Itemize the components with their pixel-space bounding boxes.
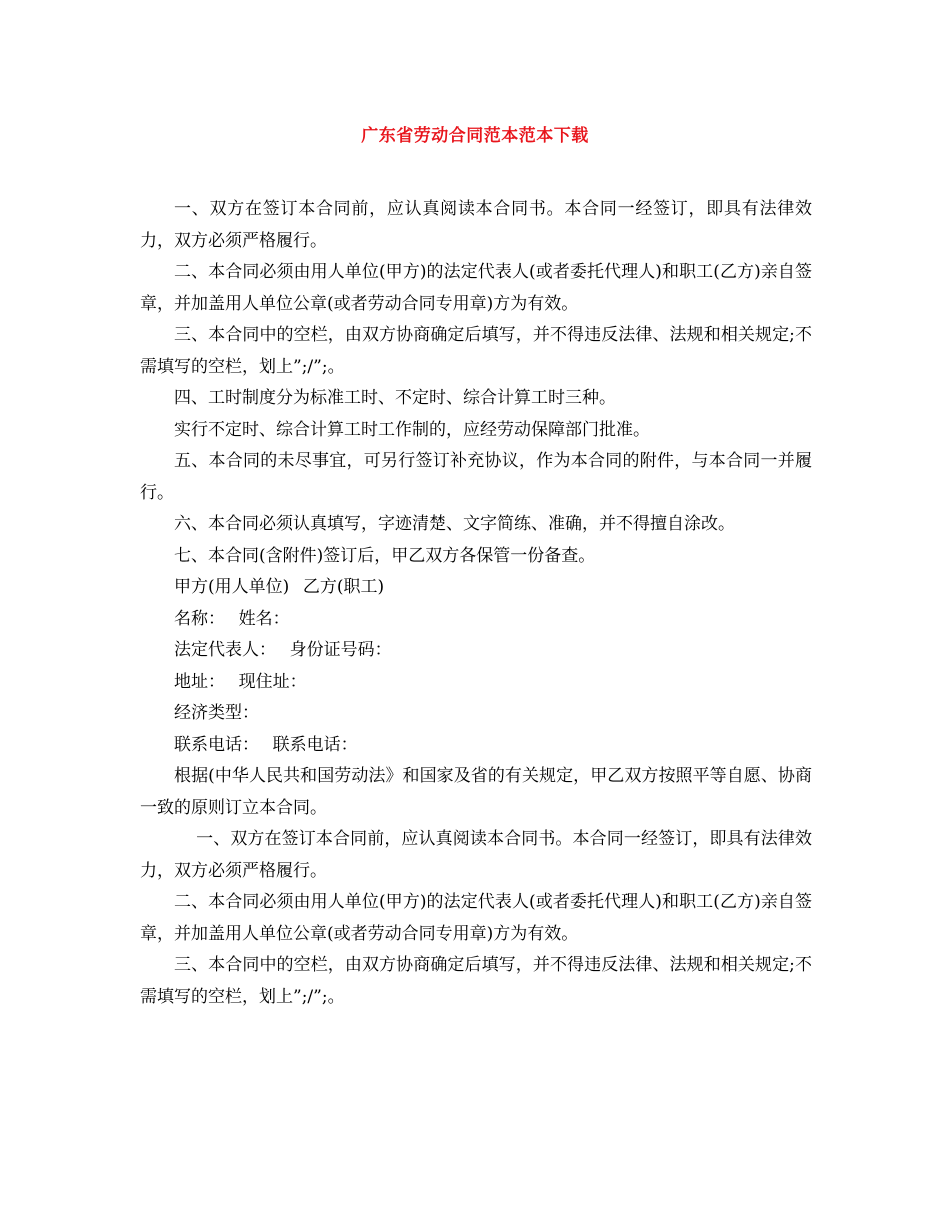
field-b-name: 姓名： [238, 608, 290, 629]
repeat-paragraph-2: 二、本合同必须由用人单位(甲方)的法定代表人(或者委托代理人)和职工(乙方)亲自签章，并加盖用人单位公章(或者劳动合同专用章)方为有效。 [140, 892, 812, 944]
field-line-address [140, 667, 812, 699]
field-line-representative [140, 635, 812, 667]
preamble-paragraph: 根据(中华人民共和国劳动法》和国家及省的有关规定，甲乙双方按照平等自愿、协商一致的原则订立本合同。 [140, 766, 812, 818]
field-a-address: 地址： [174, 671, 225, 692]
paragraph-1: 一、双方在签订本合同前，应认真阅读本合同书。本合同一经签订，即具有法律效力，双方必须严格履行。 [140, 199, 812, 251]
field-a-name: 名称： [174, 608, 225, 629]
party-b-label: 乙方(职工) [302, 577, 385, 597]
repeat-paragraph-3: 三、本合同中的空栏，由双方协商确定后填写，并不得违反法律、法规和相关规定;不需填写的空栏，划上”;/”;。 [140, 955, 812, 1007]
paragraph-5: 实行不定时、综合计算工时工作制的，应经劳动保障部门批准。 [174, 419, 650, 440]
field-line-name [140, 604, 812, 636]
document-body [140, 194, 812, 1013]
field-a-phone: 联系电话： [174, 734, 259, 755]
paragraph-3: 三、本合同中的空栏，由双方协商确定后填写，并不得违反法律、法规和相关规定;不需填写的空栏，划上”;/”;。 [140, 325, 812, 377]
field-line-economic-type [140, 698, 812, 730]
field-b-phone: 联系电话： [272, 734, 358, 755]
document-title: 广东省劳动合同范本范本下载 [361, 126, 589, 146]
field-a-representative: 法定代表人： [174, 640, 276, 660]
paragraph-6: 五、本合同的未尽事宜，可另行签订补充协议，作为本合同的附件，与本合同一并履行。 [140, 451, 812, 503]
paragraph-7: 六、本合同必须认真填写，字迹清楚、文字简练、准确，并不得擅自涂改。 [174, 514, 735, 534]
repeat-paragraph-1: 一、双方在签订本合同前，应认真阅读本合同书。本合同一经签订，即具有法律效力，双方必须严格履行。 [140, 829, 812, 881]
paragraph-2: 二、本合同必须由用人单位(甲方)的法定代表人(或者委托代理人)和职工(乙方)亲自签章，并加盖用人单位公章(或者劳动合同专用章)方为有效。 [140, 262, 812, 314]
paragraph-8: 七、本合同(含附件)签订后，甲乙双方各保管一份备查。 [174, 545, 596, 566]
field-b-current-address: 现住址： [238, 671, 307, 692]
paragraph-4: 四、工时制度分为标准工时、不定时、综合计算工时三种。 [174, 388, 616, 408]
field-line-phone [140, 730, 812, 762]
field-b-id-number: 身份证号码： [289, 640, 392, 660]
party-a-label: 甲方(用人单位) [174, 577, 290, 597]
field-a-economic-type: 经济类型： [174, 703, 259, 723]
parties-line [140, 572, 812, 604]
